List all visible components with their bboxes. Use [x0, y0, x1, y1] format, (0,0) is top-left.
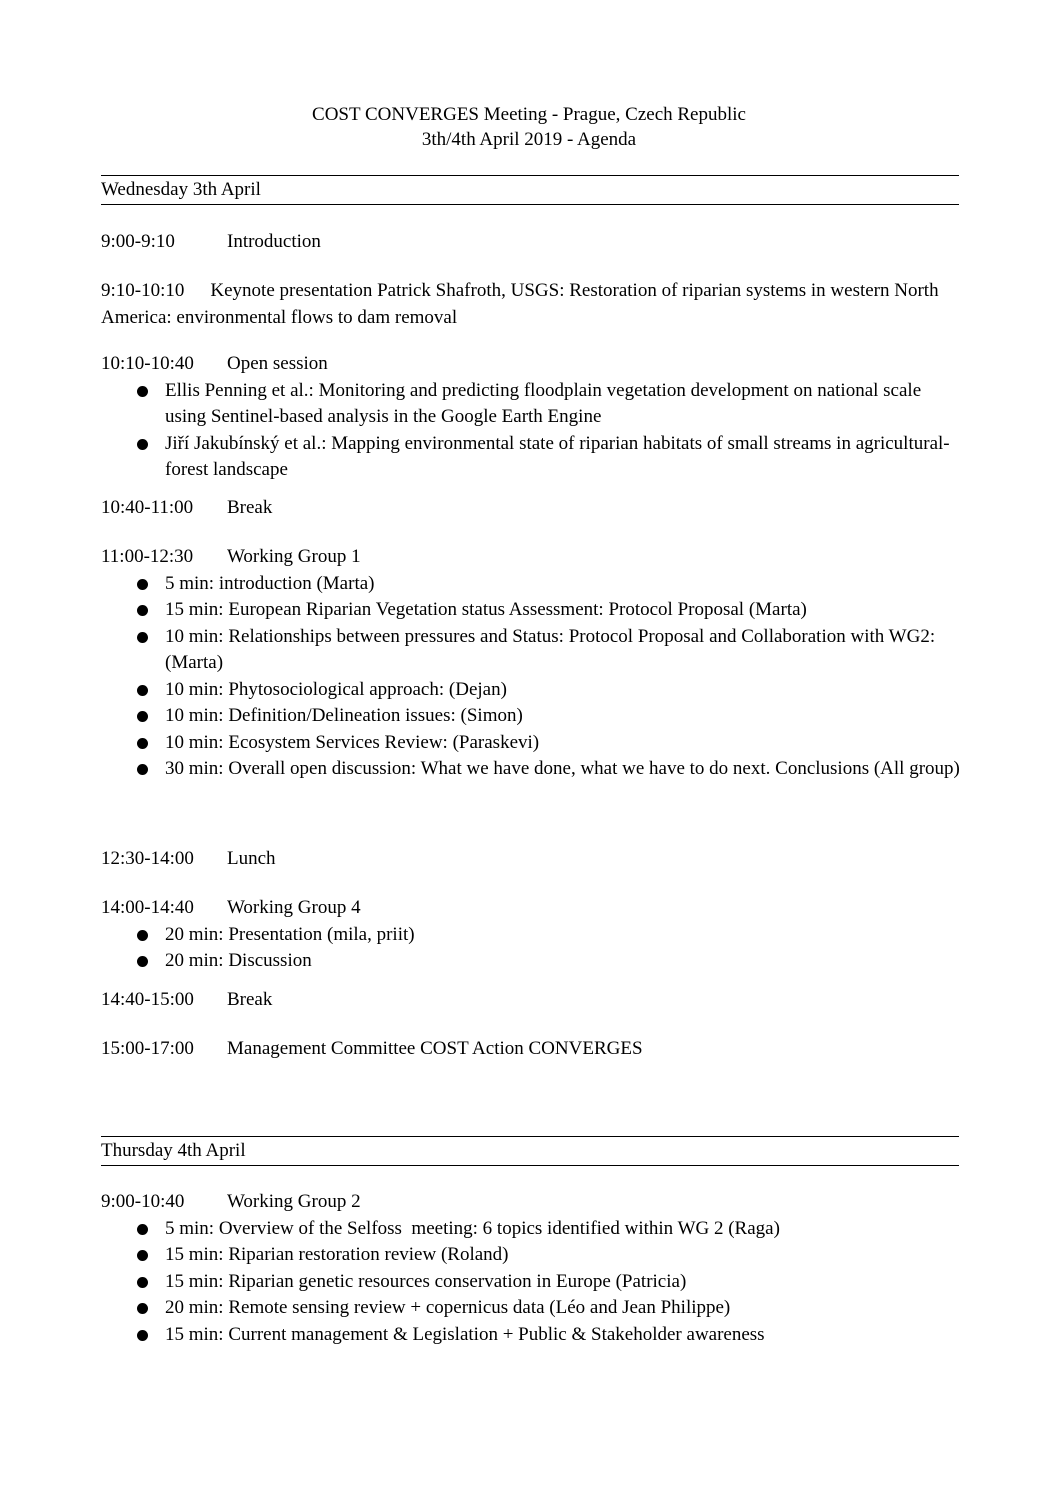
session-title: Break	[227, 989, 273, 1010]
session-title: Working Group 4	[227, 897, 361, 918]
list-item: 20 min: Presentation (mila, priit)	[101, 922, 961, 949]
agenda-session	[101, 544, 961, 783]
session-title: Working Group 2	[227, 1191, 361, 1212]
agenda-session	[101, 1189, 961, 1348]
list-item: 15 min: Riparian restoration review (Roland)	[101, 1242, 961, 1269]
session-time: 11:00-12:30	[101, 546, 194, 567]
bullet-icon	[137, 1303, 148, 1314]
bullet-icon	[137, 632, 148, 643]
list-item: 15 min: Riparian genetic resources conservation in Europe (Patricia)	[101, 1269, 961, 1296]
session-time: 12:30-14:00	[101, 848, 194, 869]
bullet-icon	[137, 1224, 148, 1235]
agenda-session	[101, 278, 961, 331]
agenda-session	[101, 1036, 961, 1063]
agenda-session	[101, 987, 961, 1014]
agenda-session	[101, 895, 961, 975]
day-heading-thursday: Thursday 4th April	[101, 1140, 246, 1161]
session-time: 14:00-14:40	[101, 897, 194, 918]
session-item-list	[101, 571, 961, 783]
bullet-icon	[137, 439, 148, 450]
session-time: 10:40-11:00	[101, 497, 194, 518]
session-item-list	[101, 922, 961, 975]
list-item: 5 min: introduction (Marta)	[101, 571, 961, 598]
bullet-icon	[137, 1277, 148, 1288]
agenda-session	[101, 495, 961, 522]
bullet-icon	[137, 579, 148, 590]
bullet-icon	[137, 386, 148, 397]
bullet-icon	[137, 956, 148, 967]
session-title: Working Group 1	[227, 546, 361, 567]
list-item: 15 min: European Riparian Vegetation status Assessment: Protocol Proposal (Marta)	[101, 597, 961, 624]
session-title: Break	[227, 497, 273, 518]
bullet-icon	[137, 605, 148, 616]
day-heading-wednesday: Wednesday 3th April	[101, 179, 261, 200]
session-time: 14:40-15:00	[101, 989, 194, 1010]
list-item: 10 min: Definition/Delineation issues: (Simon)	[101, 703, 961, 730]
list-item: Ellis Penning et al.: Monitoring and predicting floodplain vegetation development on national scale using Sentinel-based analysis in the Google Earth Engine	[101, 378, 961, 431]
session-title: Management Committee COST Action CONVERGES	[227, 1038, 643, 1059]
day-divider-bottom	[101, 204, 959, 205]
session-time: 9:00-10:40	[101, 1191, 185, 1212]
list-item: 30 min: Overall open discussion: What we have done, what we have to do next. Conclusions (All group)	[101, 756, 961, 783]
bullet-icon	[137, 738, 148, 749]
list-item: Jiří Jakubínský et al.: Mapping environmental state of riparian habitats of small streams in agricultural-forest landscape	[101, 431, 961, 484]
day-divider-bottom	[101, 1165, 959, 1166]
list-item: 20 min: Remote sensing review + copernicus data (Léo and Jean Philippe)	[101, 1295, 961, 1322]
list-item: 10 min: Relationships between pressures and Status: Protocol Proposal and Collaboration with WG2: (Marta)	[101, 624, 961, 677]
session-title: Introduction	[227, 231, 321, 252]
session-time: 9:10-10:10	[101, 280, 185, 301]
list-item: 20 min: Discussion	[101, 948, 961, 975]
bullet-icon	[137, 1330, 148, 1341]
agenda-session	[101, 351, 961, 484]
list-item: 10 min: Phytosociological approach: (Dejan)	[101, 677, 961, 704]
session-title: Open session	[227, 353, 328, 374]
list-item: 5 min: Overview of the Selfoss meeting: 6 topics identified within WG 2 (Raga)	[101, 1216, 961, 1243]
session-item-list	[101, 1216, 961, 1349]
document-subtitle: 3th/4th April 2019 - Agenda	[421, 129, 637, 150]
bullet-icon	[137, 930, 148, 941]
session-time: 10:10-10:40	[101, 353, 194, 374]
list-item: 10 min: Ecosystem Services Review: (Paraskevi)	[101, 730, 961, 757]
document-title: COST CONVERGES Meeting - Prague, Czech Republic	[312, 104, 746, 125]
bullet-icon	[137, 711, 148, 722]
session-title: Keynote presentation Patrick Shafroth, USGS: Restoration of riparian systems in western North America: environmental flows to dam removal	[101, 280, 939, 328]
agenda-session	[101, 229, 961, 256]
day-divider-top	[101, 1136, 959, 1137]
day-divider-top	[101, 175, 959, 176]
session-item-list	[101, 378, 961, 484]
agenda-session	[101, 846, 961, 873]
bullet-icon	[137, 685, 148, 696]
session-time: 15:00-17:00	[101, 1038, 194, 1059]
list-item: 15 min: Current management & Legislation + Public & Stakeholder awareness	[101, 1322, 961, 1349]
bullet-icon	[137, 764, 148, 775]
bullet-icon	[137, 1250, 148, 1261]
session-title: Lunch	[227, 848, 276, 869]
session-time: 9:00-9:10	[101, 231, 175, 252]
